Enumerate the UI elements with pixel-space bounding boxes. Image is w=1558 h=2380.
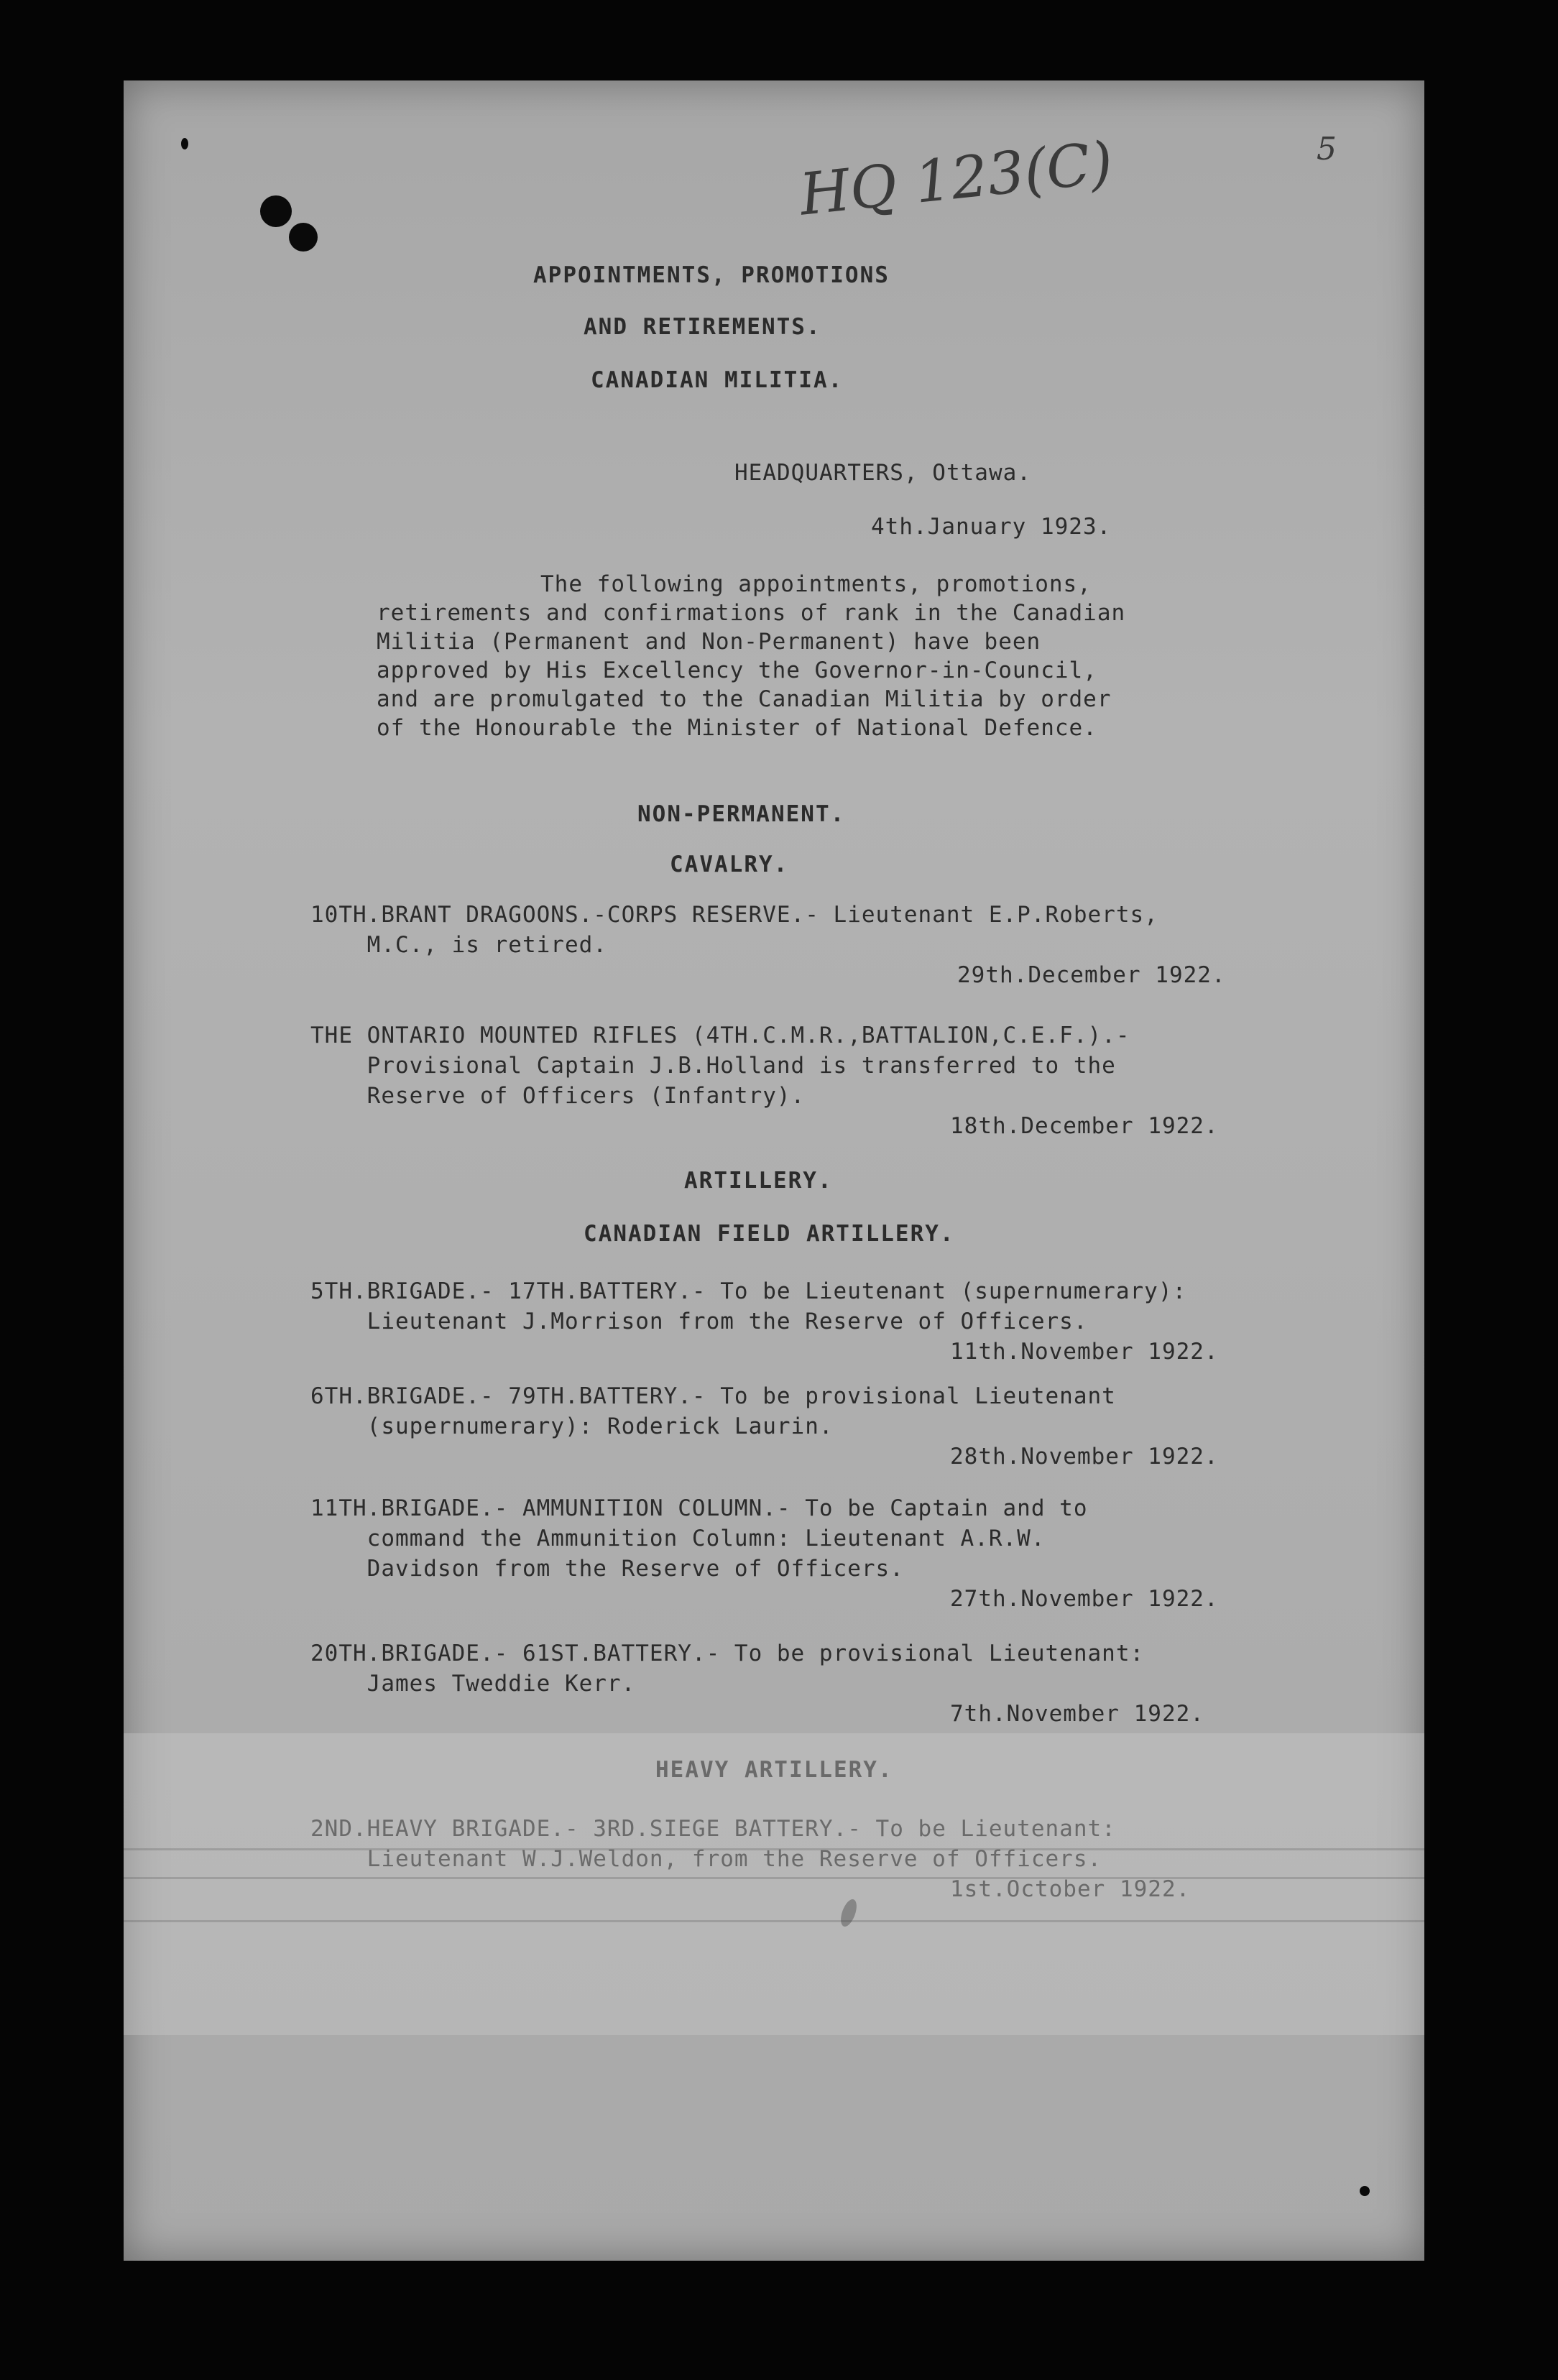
section-heading-heavy-artillery: HEAVY ARTILLERY. bbox=[655, 1757, 893, 1783]
title-line-1: APPOINTMENTS, PROMOTIONS bbox=[533, 262, 890, 288]
section-heading-artillery: ARTILLERY. bbox=[684, 1168, 833, 1194]
issue-date: 4th.January 1923. bbox=[871, 514, 1112, 540]
handwritten-file-reference: HQ 123(C) bbox=[796, 129, 1116, 229]
entry-line: (supernumerary): Roderick Laurin. bbox=[310, 1413, 834, 1439]
section-heading-non-permanent: NON-PERMANENT. bbox=[637, 801, 846, 827]
punch-mark bbox=[1360, 2186, 1370, 2196]
entry-line: 5TH.BRIGADE.- 17TH.BATTERY.- To be Lieutenant (supernumerary): bbox=[310, 1278, 1187, 1304]
entry-line: Reserve of Officers (Infantry). bbox=[310, 1083, 806, 1109]
entry-line: 10TH.BRANT DRAGOONS.-CORPS RESERVE.- Lieutenant E.P.Roberts, bbox=[310, 902, 1158, 928]
entry-line: command the Ammunition Column: Lieutenant A.R.W. bbox=[310, 1526, 1046, 1551]
entry-date: 1st.October 1922. bbox=[950, 1876, 1191, 1902]
entry-date: 27th.November 1922. bbox=[950, 1586, 1219, 1612]
crease-line bbox=[124, 1920, 1424, 1922]
intro-line: The following appointments, promotions, bbox=[540, 571, 1092, 597]
entry-line: James Tweddie Kerr. bbox=[310, 1671, 636, 1697]
section-heading-cavalry: CAVALRY. bbox=[670, 852, 789, 877]
entry-line: 2ND.HEAVY BRIGADE.- 3RD.SIEGE BATTERY.- To be Lieutenant: bbox=[310, 1816, 1116, 1842]
page-number: 5 bbox=[1317, 131, 1337, 167]
intro-line: retirements and confirmations of rank in the Canadian bbox=[377, 600, 1126, 626]
intro-line: Militia (Permanent and Non-Permanent) have been bbox=[377, 629, 1041, 655]
entry-line: Provisional Captain J.B.Holland is transferred to the bbox=[310, 1053, 1116, 1079]
entry-date: 29th.December 1922. bbox=[957, 962, 1226, 988]
entry-line: M.C., is retired. bbox=[310, 932, 607, 958]
entry-line: 11TH.BRIGADE.- AMMUNITION COLUMN.- To be Captain and to bbox=[310, 1495, 1088, 1521]
title-line-2: AND RETIREMENTS. bbox=[584, 314, 821, 340]
entry-line: Lieutenant J.Morrison from the Reserve of Officers. bbox=[310, 1309, 1088, 1334]
intro-line: and are promulgated to the Canadian Militia by order bbox=[377, 686, 1112, 712]
entry-line: Lieutenant W.J.Weldon, from the Reserve of Officers. bbox=[310, 1846, 1102, 1872]
intro-line: of the Honourable the Minister of National Defence. bbox=[377, 715, 1097, 741]
entry-line: Davidson from the Reserve of Officers. bbox=[310, 1556, 904, 1582]
entry-line: THE ONTARIO MOUNTED RIFLES (4TH.C.M.R.,BATTALION,C.E.F.).- bbox=[310, 1023, 1130, 1048]
document-page bbox=[124, 80, 1424, 2261]
entry-date: 7th.November 1922. bbox=[950, 1701, 1204, 1727]
section-heading-canadian-field-artillery: CANADIAN FIELD ARTILLERY. bbox=[584, 1221, 955, 1247]
entry-date: 18th.December 1922. bbox=[950, 1113, 1219, 1139]
punch-hole bbox=[289, 223, 318, 252]
entry-date: 11th.November 1922. bbox=[950, 1339, 1219, 1365]
intro-line: approved by His Excellency the Governor-in-Council, bbox=[377, 658, 1097, 683]
entry-date: 28th.November 1922. bbox=[950, 1444, 1219, 1470]
crease-line bbox=[124, 1877, 1424, 1879]
location-line: HEADQUARTERS, Ottawa. bbox=[734, 460, 1031, 486]
title-line-3: CANADIAN MILITIA. bbox=[591, 367, 844, 393]
entry-line: 20TH.BRIGADE.- 61ST.BATTERY.- To be provisional Lieutenant: bbox=[310, 1641, 1145, 1666]
entry-line: 6TH.BRIGADE.- 79TH.BATTERY.- To be provisional Lieutenant bbox=[310, 1383, 1116, 1409]
punch-mark bbox=[181, 138, 188, 149]
punch-hole bbox=[260, 195, 292, 227]
